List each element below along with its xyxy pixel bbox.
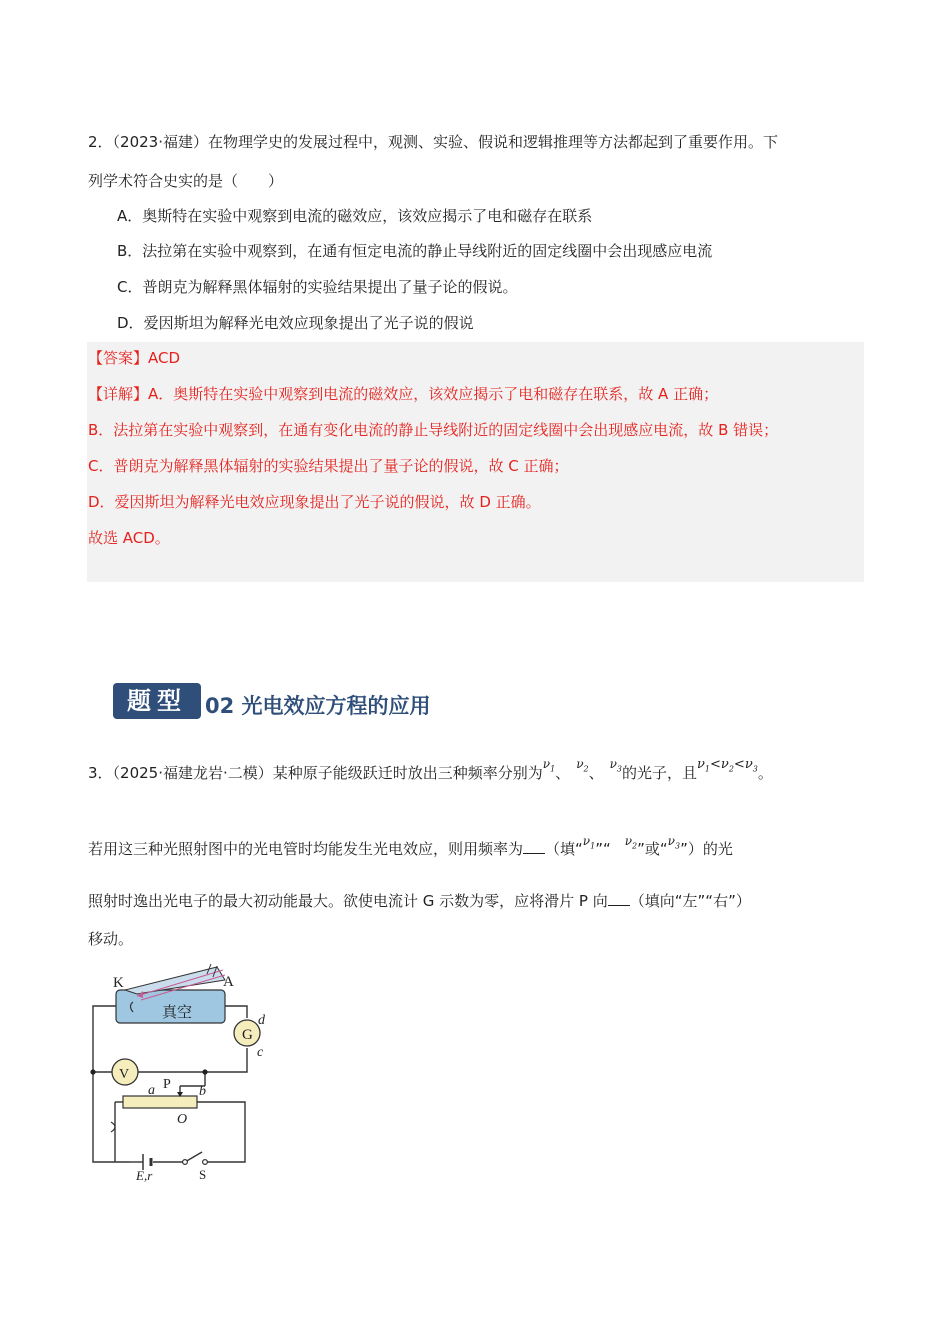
q3-stem-line3: 照射时逸出光电子的最大初动能最大。欲使电流计 G 示数为零，应将滑片 P 向 （填向“左”“右”）: [88, 892, 751, 910]
q2-stem-line2: 列学术符合史实的是（ ）: [88, 172, 284, 190]
svg-text:O: O: [177, 1112, 188, 1127]
label-K: K: [113, 975, 124, 991]
section-badge: 题型: [113, 683, 201, 719]
svg-text:a: a: [148, 1083, 155, 1098]
q2-option-d: D．爱因斯坦为解释光电效应现象提出了光子说的假说: [117, 314, 474, 332]
q2-explain-5: 故选 ACD。: [88, 529, 170, 547]
q2-explain-2: B．法拉第在实验中观察到，在通有变化电流的静止导线附近的固定线圈中会出现感应电流，故 B 错误；: [88, 421, 779, 439]
q2-explain-4: D．爱因斯坦为解释光电效应现象提出了光子说的假说，故 D 正确。: [88, 493, 541, 511]
svg-text:b: b: [199, 1084, 206, 1099]
svg-text:d: d: [258, 1013, 265, 1028]
svg-text:S: S: [199, 1167, 207, 1182]
label-A: A: [223, 974, 234, 990]
answer-blank-1: [523, 839, 545, 854]
q3-stem-line4: 移动。: [88, 930, 134, 948]
q2-explain-3: C．普朗克为解释黑体辐射的实验结果提出了量子论的假说，故 C 正确；: [88, 457, 569, 475]
answer-blank-2: [608, 891, 630, 906]
svg-text:P: P: [163, 1077, 171, 1092]
q3-stem-line1: 3．（2025·福建龙岩·二模）某种原子能级跃迁时放出三种频率分别为$^{\nu_1}$、 $^{\nu_2}$、 $^{\nu_3}$的光子，且$\nu_1<\nu_2<\nu_3$。: [88, 757, 773, 782]
q2-option-c: C．普朗克为解释黑体辐射的实验结果提出了量子论的假说。: [117, 278, 518, 296]
section-title: 02 光电效应方程的应用: [205, 694, 431, 718]
q2-explain-1: 【详解】A．奥斯特在实验中观察到电流的磁效应，该效应揭示了电和磁存在联系，故 A 正确；: [88, 385, 719, 403]
svg-text:G: G: [242, 1027, 253, 1043]
rheostat: [123, 1096, 197, 1108]
q2-option-b: B．法拉第在实验中观察到，在通有恒定电流的静止导线附近的固定线圈中会出现感应电流: [117, 242, 713, 260]
q3-stem-line2: 若用这三种光照射图中的光电管时均能发生光电效应，则用频率为 （填“$^{\nu_1}$”“ $^{\nu_2}$”或“$^{\nu_3}$”）的光: [88, 834, 733, 858]
svg-text:E,r: E,r: [136, 1168, 153, 1182]
label-vacuum: 真空: [162, 1003, 193, 1021]
photoelectric-circuit-diagram: [85, 962, 265, 1182]
q2-answer: 【答案】ACD: [88, 349, 181, 367]
svg-text:c: c: [257, 1045, 264, 1060]
svg-text:V: V: [119, 1067, 130, 1082]
q2-option-a: A．奥斯特在实验中观察到电流的磁效应，该效应揭示了电和磁存在联系: [117, 207, 593, 225]
q2-stem-line1: 2．（2023·福建）在物理学史的发展过程中，观测、实验、假说和逻辑推理等方法都起到了重要作用。下: [88, 133, 779, 151]
